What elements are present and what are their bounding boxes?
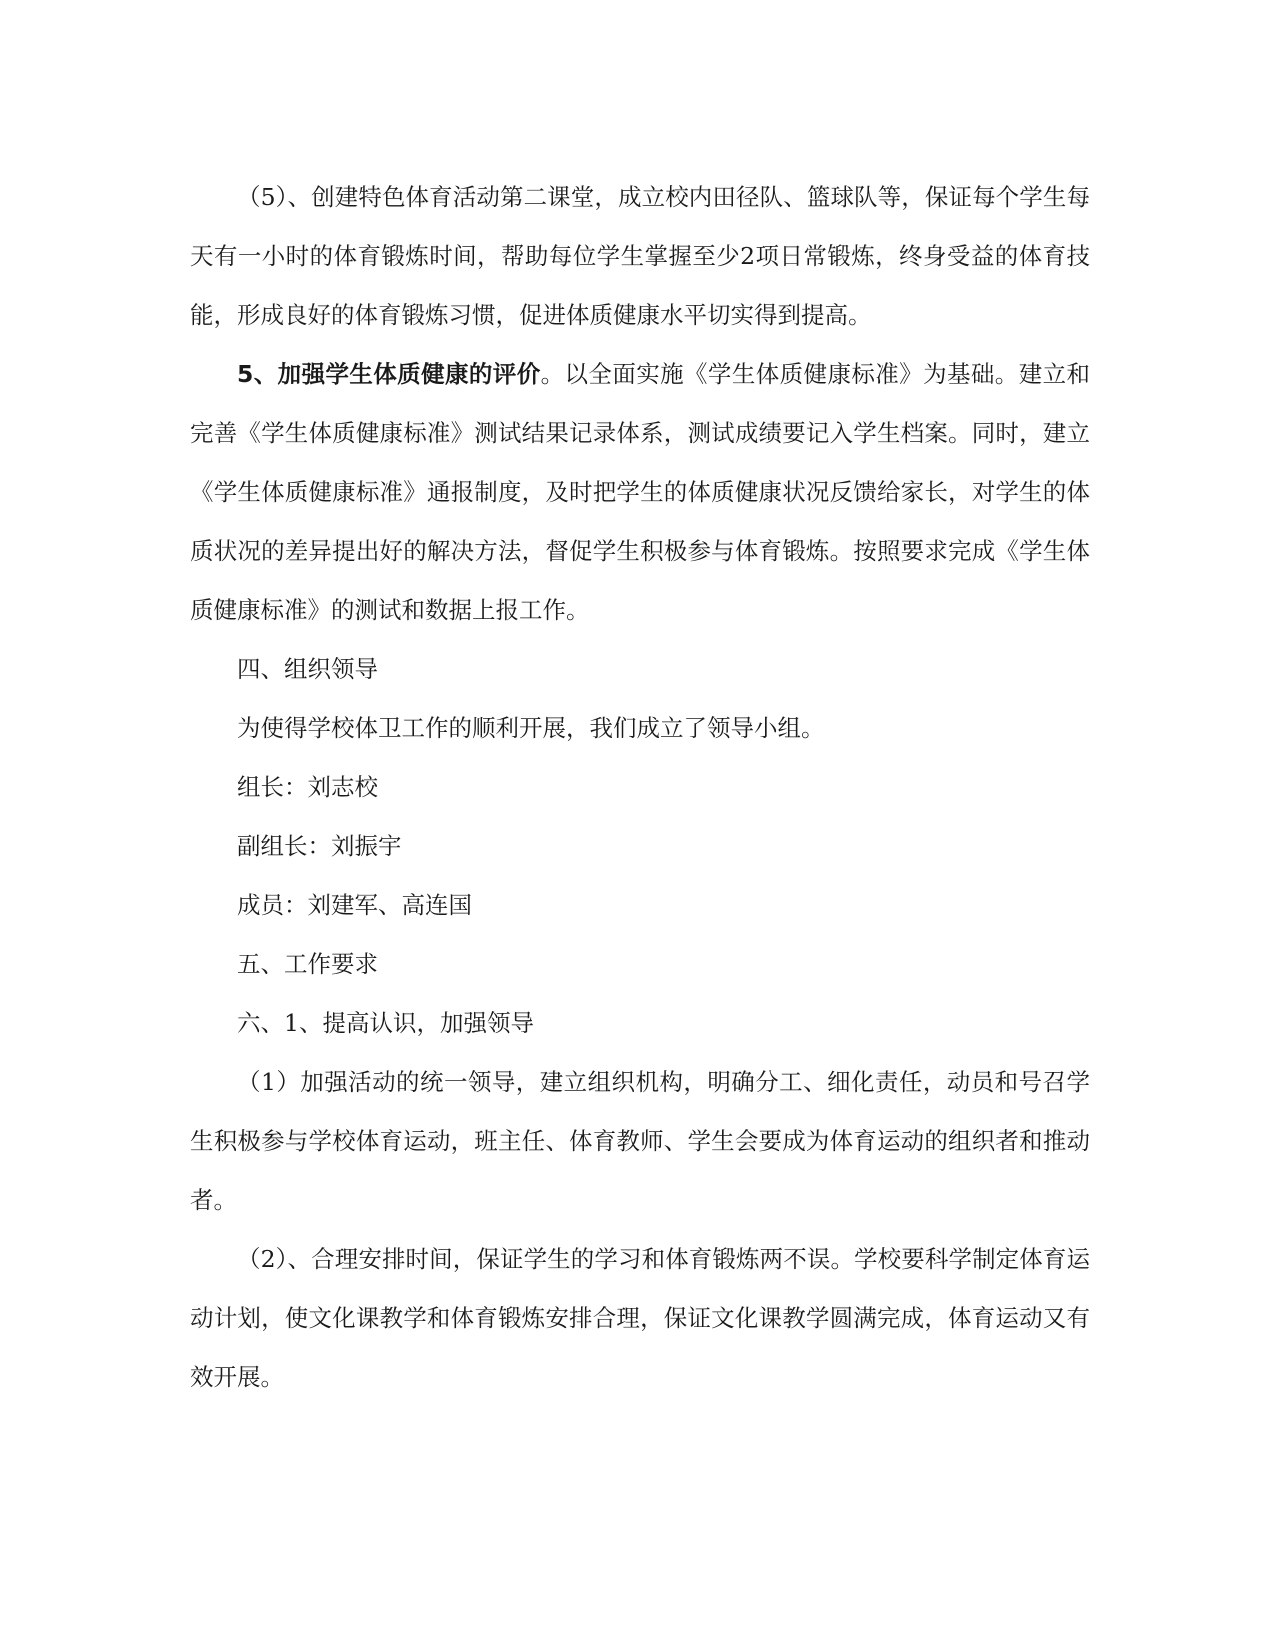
paragraph-leadership-group: 为使得学校体卫工作的顺利开展，我们成立了领导小组。 [237, 714, 825, 742]
paragraph-health-evaluation-body: 。以全面实施《学生体质健康标准》为基础。建立和完善《学生体质健康标准》测试结果记录体系，测试成绩要记入学生档案。同时，建立《学生体质健康标准》通报制度，及时把学生的体质健康状况反馈给家长，对学生的体质状况的差异提出好的解决方法，督促学生积极参与体育锻炼。按照要求完成《学生体质健康标准》的测试和数据上报工作。 [190, 360, 1090, 624]
section-heading-health-evaluation: 5、加强学生体质健康的评价 [237, 360, 541, 388]
paragraph-time-arrangement: （2）、合理安排时间，保证学生的学习和体育锻炼两不误。学校要科学制定体育运动计划，使文化课教学和体育锻炼安排合理，保证文化课教学圆满完成，体育运动又有效开展。 [190, 1245, 1090, 1391]
group-leader: 组长：刘志校 [237, 773, 378, 801]
deputy-group-leader: 副组长：刘振宇 [237, 832, 402, 860]
paragraph-health-evaluation [190, 345, 1090, 640]
group-members: 成员：刘建军、高连国 [237, 891, 472, 919]
paragraph-unified-leadership: （1）加强活动的统一领导，建立组织机构，明确分工、细化责任，动员和号召学生积极参与学校体育运动，班主任、体育教师、学生会要成为体育运动的组织者和推动者。 [190, 1068, 1090, 1214]
section-heading-organization: 四、组织领导 [237, 655, 378, 683]
section-heading-work-requirements: 五、工作要求 [237, 950, 378, 978]
section-heading-raise-awareness: 六、1、提高认识，加强领导 [237, 1009, 534, 1037]
paragraph-sports-second-classroom: （5）、创建特色体育活动第二课堂，成立校内田径队、篮球队等，保证每个学生每天有一小时的体育锻炼时间，帮助每位学生掌握至少2项日常锻炼，终身受益的体育技能，形成良好的体育锻炼习惯，促进体质健康水平切实得到提高。 [190, 183, 1090, 329]
document-body [190, 168, 1090, 1407]
